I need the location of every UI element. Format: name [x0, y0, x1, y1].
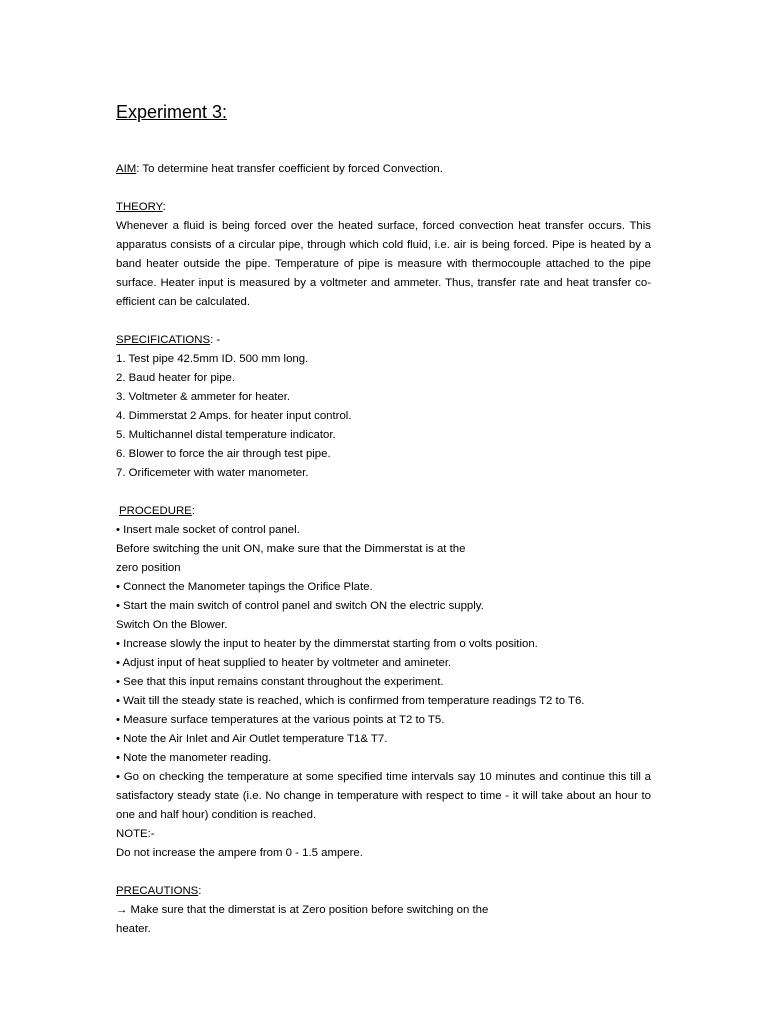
- procedure-label: PROCEDURE: [119, 505, 192, 517]
- specifications-heading: [116, 331, 651, 350]
- spec-item: 3. Voltmeter & ammeter for heater.: [116, 391, 291, 403]
- procedure-step: • Adjust input of heat supplied to heater by voltmeter and amineter.: [116, 657, 452, 669]
- procedure-step: • Start the main switch of control panel and switch ON the electric supply.: [116, 600, 484, 612]
- procedure-final-paragraph: • Go on checking the temperature at some specified time intervals say 10 minutes and continue this till a satisfactory steady state (i.e. No change in temperature with respect to time - it will take about an hour to one and half hour) condition is reached.: [116, 771, 651, 821]
- aim-line: [116, 160, 651, 179]
- note-text: Do not increase the ampere from 0 - 1.5 ampere.: [116, 847, 363, 859]
- procedure-step: • Increase slowly the input to heater by the dimmerstat starting from o volts position.: [116, 638, 538, 650]
- page-title: Experiment 3:: [116, 102, 228, 122]
- spacer: [116, 483, 651, 502]
- specifications-label: SPECIFICATIONS: [116, 334, 211, 346]
- procedure-step: • Note the manometer reading.: [116, 752, 272, 764]
- spec-item: 5. Multichannel distal temperature indicator.: [116, 429, 336, 441]
- spec-item: 7. Orificemeter with water manometer.: [116, 467, 309, 479]
- theory-label: THEORY: [116, 201, 163, 213]
- spec-item: 1. Test pipe 42.5mm ID. 500 mm long.: [116, 353, 309, 365]
- aim-label: AIM: [116, 163, 137, 175]
- procedure-step: • Note the Air Inlet and Air Outlet temperature T1& T7.: [116, 733, 388, 745]
- aim-text: : To determine heat transfer coefficient by forced Convection.: [136, 163, 443, 175]
- procedure-step: • Measure surface temperatures at the various points at T2 to T5.: [116, 714, 445, 726]
- procedure-step: • Wait till the steady state is reached, which is confirmed from temperature readings T2 to T6.: [116, 695, 585, 707]
- theory-paragraph: Whenever a fluid is being forced over the heated surface, forced convection heat transfer occurs. This apparatus consists of a circular pipe, through which cold fluid, i.e. air is being forced. Pipe is heated by a band heater outside the pipe. Temperature of pipe is measure with thermocouple attached to the pipe surface. Heater input is measured by a voltmeter and ammeter. Thus, transfer rate and heat transfer co-efficient can be calculated.: [116, 220, 651, 308]
- procedure-step: • See that this input remains constant throughout the experiment.: [116, 676, 444, 688]
- precautions-suffix: :: [198, 885, 202, 897]
- procedure-step: Before switching the unit ON, make sure that the Dimmerstat is at the: [116, 543, 466, 555]
- spec-item: 6. Blower to force the air through test pipe.: [116, 448, 331, 460]
- specifications-suffix: : -: [210, 334, 221, 346]
- procedure-step: • Insert male socket of control panel.: [116, 524, 300, 536]
- procedure-step: • Connect the Manometer tapings the Orifice Plate.: [116, 581, 373, 593]
- procedure-heading: [116, 502, 651, 521]
- precaution-line: heater.: [116, 923, 151, 935]
- spacer: [116, 179, 651, 198]
- precautions-label: PRECAUTIONS: [116, 885, 199, 897]
- theory-heading: [116, 198, 651, 217]
- precautions-heading: [116, 882, 651, 901]
- spec-item: 2. Baud heater for pipe.: [116, 372, 236, 384]
- theory-suffix: :: [162, 201, 166, 213]
- spec-item: 4. Dimmerstat 2 Amps. for heater input control.: [116, 410, 352, 422]
- note-label: NOTE:-: [116, 828, 155, 840]
- spacer: [116, 863, 651, 882]
- spacer: [116, 312, 651, 331]
- precaution-line: → Make sure that the dimerstat is at Zero position before switching on the: [116, 904, 489, 916]
- procedure-step: Switch On the Blower.: [116, 619, 228, 631]
- procedure-step: zero position: [116, 562, 181, 574]
- procedure-suffix: :: [191, 505, 195, 517]
- document-page: [116, 100, 651, 939]
